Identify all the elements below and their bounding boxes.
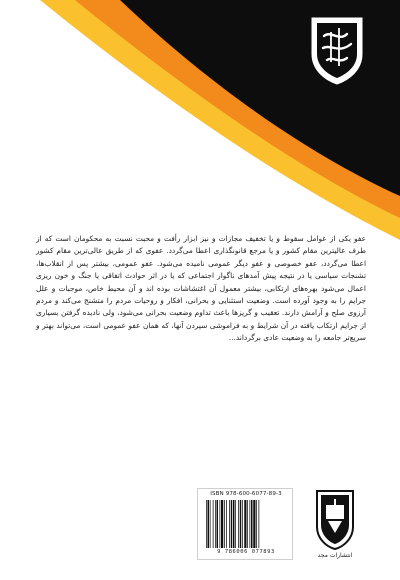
barcode-bar [253, 500, 255, 548]
barcode-bar [231, 500, 233, 548]
barcode-digits: 9 786006 077893 [217, 549, 275, 555]
barcode-bar [229, 500, 230, 548]
barcode-bar [221, 500, 223, 548]
barcode-bar [240, 500, 242, 548]
barcode-bar [215, 500, 216, 548]
barcode-bar [250, 500, 251, 548]
publisher-shield-logo-icon [315, 489, 355, 551]
barcode-bar [244, 500, 246, 548]
barcode-bar [259, 500, 260, 548]
calligraphy-shield-logo-icon [309, 14, 365, 86]
barcode-bar [217, 500, 219, 548]
publisher-name: انتشارات مجد [317, 552, 353, 559]
barcode-bar [226, 500, 227, 548]
isbn-barcode-block [197, 488, 293, 560]
barcode-bar [224, 500, 225, 548]
barcode-bar [210, 500, 211, 548]
blurb-text: عفو یکی از عوامل سقوط و یا تخفیف مجازات و نیز ابزار رأفت و محبت نسبت به محکومان است که از طرف عالیترین مقام کشور و یا مرجع قانونگذاری اعطا می‌گردد. عفوی که از طریق عالی‌ترین مقام کشور اعطا می‌گردد، عفو خصوصی و عفو دیگر عمومی نامیده می‌شود. عفو عمومی، بیشتر پس از انقلاب‌ها، تشنجات سیاسی یا در نتیجه پیش آمدهای ناگوار اجتماعی که یا در اثر حوادث اتفاقی یا جنگ و خون ریزی اعمال می‌شود بهره‌های ارتکابی، بیشتر معمول آن اغتشاشات بوده اند و آن محیط خاص، موجبات و علل جرایم را به وجود آورده است. وضعیت استثنایی و بحرانی، افکار و روحیات مردم را متشنج می‌کند و مردم آرزوی صلح و آرامش دارند. تعقیب و گریزها باعث تداوم وضعیت بحرانی می‌شود، ولی نادیده گرفتن بسیاری از جرایم ارتکاب یافته در آن شرایط و به فراموشی سپردن آنها، که همان عفو عمومی است، می‌تواند بهتر و سریع‌تر جامعه را به وضعیت عادی برگرداند... [36, 234, 366, 343]
barcode-bar [220, 500, 221, 548]
barcode-bar [251, 500, 253, 548]
barcode-bar [206, 500, 207, 548]
barcode-bar [242, 500, 243, 548]
barcode-bar [256, 500, 257, 548]
barcode-bar [208, 500, 210, 548]
isbn-label: ISBN 978-600-6077-89-3 [210, 491, 282, 497]
barcode-bar [238, 500, 239, 548]
barcode-bar [247, 500, 248, 548]
barcode-bar [213, 500, 214, 548]
barcode-bar [235, 500, 236, 548]
barcode-bar [233, 500, 235, 548]
barcode-icon [204, 500, 288, 548]
